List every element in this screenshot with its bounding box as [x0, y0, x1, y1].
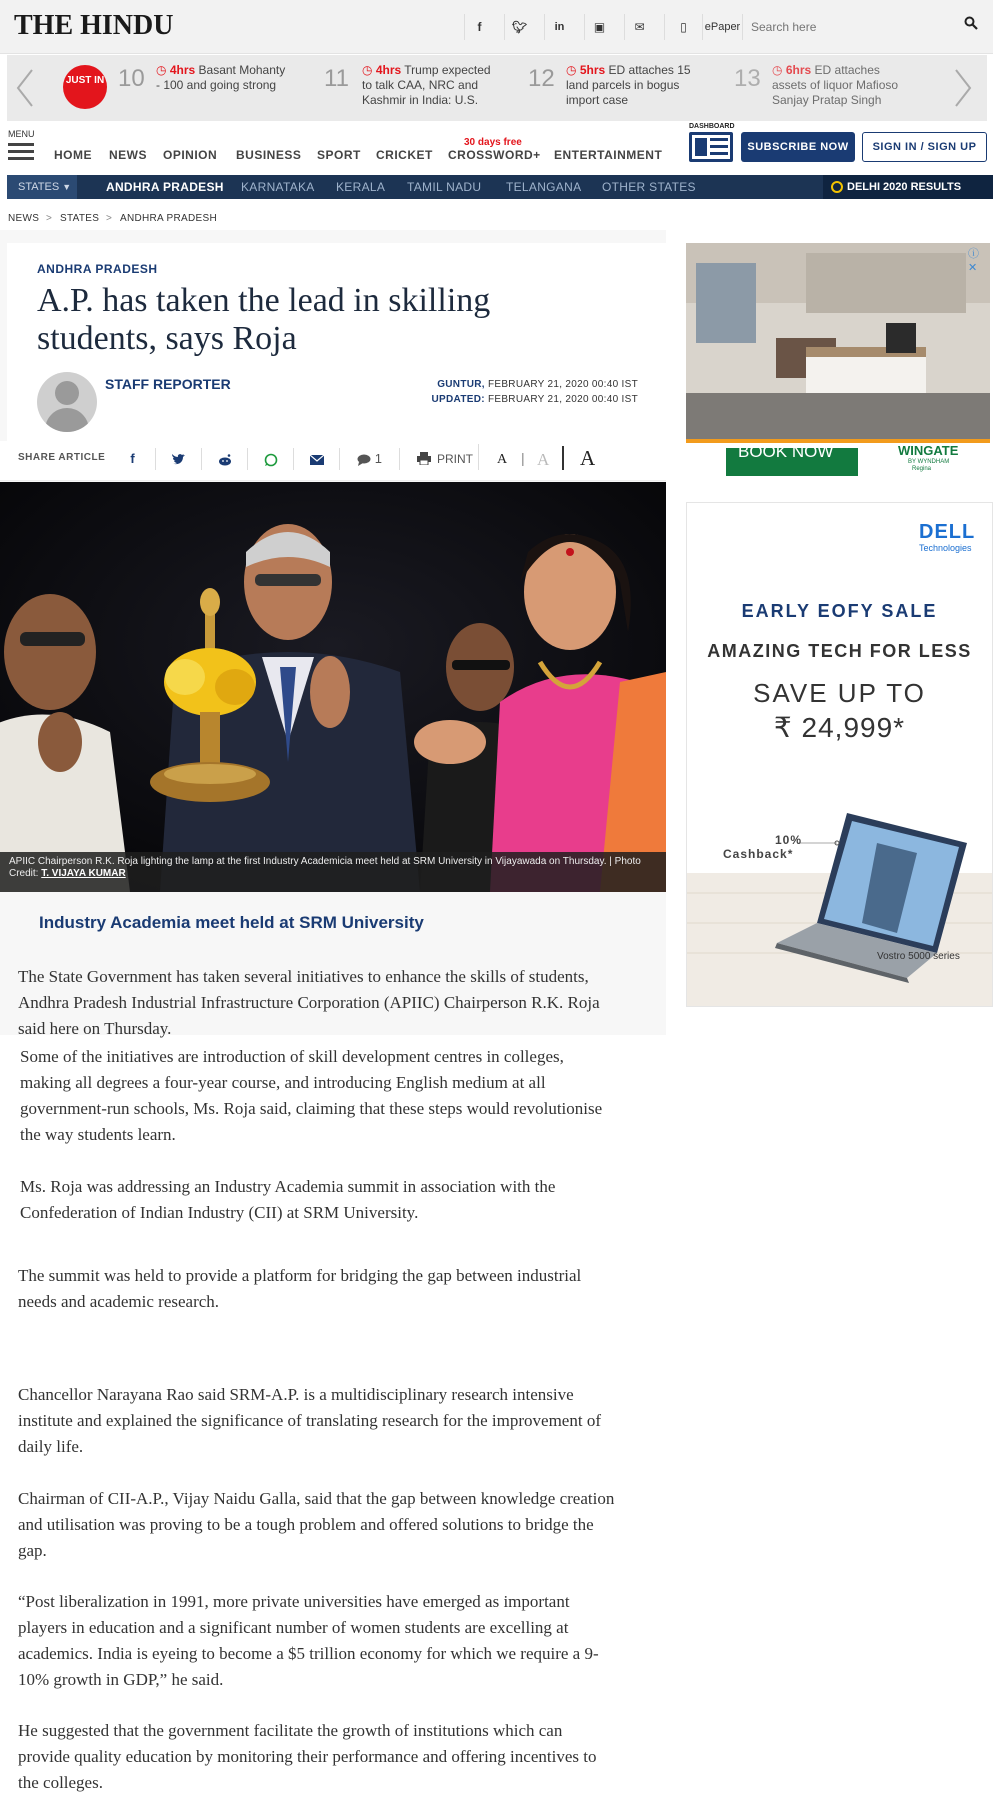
article-paragraph: “Post liberalization in 1991, more private universities have emerged as important players in education and a significant number of women students are excelling at academics. India is eyeing to become a $5 trillion economy for which we require a 9-10% growth in GDP,” he said.	[18, 1592, 599, 1689]
just-in-headline: Trump expected to talk CAA, NRC and Kashmir in India: U.S.	[362, 63, 491, 107]
clock-icon: ◷	[156, 63, 170, 77]
nav-item-sport[interactable]: SPORT	[317, 148, 361, 162]
mail-icon[interactable]: ✉	[624, 14, 654, 40]
just-in-number: 10	[118, 65, 145, 92]
ad-price: ₹ 24,999*	[773, 712, 906, 743]
article-paragraph: The summit was held to provide a platform for bridging the gap between industrial needs and academic research.	[18, 1266, 582, 1311]
nav-item-news[interactable]: NEWS	[109, 148, 147, 162]
comment-icon	[357, 451, 375, 466]
divider	[562, 446, 564, 470]
photo-credit-label: | Photo Credit:	[9, 856, 641, 879]
article-photo	[0, 482, 666, 892]
breadcrumb-states[interactable]: STATES	[60, 213, 100, 224]
article-paragraph: Chairman of CII-A.P., Vijay Naidu Galla, said that the gap between knowledge creation and utilisation was proving to be a tough problem and offered solutions to bridge the gap.	[18, 1489, 615, 1560]
wingate-city: Regina	[912, 466, 932, 472]
clock-icon: ◷	[772, 63, 786, 77]
article-paragraph: Ms. Roja was addressing an Industry Academia summit in association with the Confederation of Indian Industry (CII) at SRM University.	[20, 1177, 556, 1222]
ad-line-2: AMAZING TECH FOR LESS	[707, 641, 972, 661]
states-dropdown-label: STATES	[18, 181, 60, 193]
nav-item-entertainment[interactable]: ENTERTAINMENT	[554, 148, 663, 162]
ad-line-1: EARLY EOFY SALE	[741, 601, 938, 621]
state-telangana[interactable]: TELANGANA	[506, 180, 582, 194]
dashboard-label: DASHBOARD	[689, 123, 735, 130]
menu-label: MENU	[8, 129, 35, 139]
share-reddit-icon[interactable]	[202, 448, 248, 470]
just-in-number: 11	[324, 65, 349, 92]
dateline-place: GUNTUR,	[437, 379, 485, 390]
breadcrumb-separator: >	[106, 213, 112, 224]
dell-logo: DELL	[919, 521, 976, 543]
wingate-logo: WINGATE	[898, 443, 959, 458]
epaper-link[interactable]: ePaper	[702, 14, 742, 40]
mobile-icon[interactable]: ▯	[664, 14, 702, 40]
nav-item-cricket[interactable]: CRICKET	[376, 148, 433, 162]
breadcrumb-andhra-pradesh[interactable]: ANDHRA PRADESH	[120, 213, 217, 224]
just-in-item[interactable]	[118, 61, 288, 111]
logo-text: THE HINDU	[14, 10, 174, 41]
just-in-time: 4hrs	[375, 63, 402, 77]
live-dot-icon	[831, 181, 843, 193]
caption-text: APIIC Chairperson R.K. Roja lighting the lamp at the first Industry Academicia meet held at SRM University in Vijayawada on Thursday.	[9, 856, 607, 867]
clock-icon: ◷	[566, 63, 580, 77]
cashback-percent: 10%	[775, 833, 803, 847]
just-in-time: 6hrs	[785, 63, 812, 77]
font-size-large-button[interactable]: A	[580, 446, 596, 470]
just-in-number: 12	[528, 65, 555, 92]
state-karnataka[interactable]: KARNATAKA	[241, 180, 315, 194]
just-in-headline: ED attaches 15 land parcels in bogus import case	[566, 63, 691, 107]
article-paragraph: The State Government has taken several initiatives to enhance the skills of students, Andhra Pradesh Industrial Infrastructure Corporation (APIIC) Chairperson R.K. Roja said here on Thursday.	[18, 967, 600, 1038]
just-in-item[interactable]	[324, 61, 494, 111]
state-tamil-nadu[interactable]: TAMIL NADU	[407, 180, 482, 194]
ad-line-3: SAVE UP TO	[753, 678, 926, 708]
comment-count: 1	[374, 451, 382, 466]
photo-caption	[9, 856, 659, 880]
share-email-icon[interactable]	[294, 448, 340, 470]
state-kerala[interactable]: KERALA	[336, 180, 386, 194]
section-label[interactable]: ANDHRA PRADESH	[37, 262, 158, 276]
updated-date: FEBRUARY 21, 2020 00:40 IST	[487, 394, 638, 405]
share-label: SHARE ARTICLE	[18, 452, 106, 463]
share-facebook-icon[interactable]: f	[110, 448, 156, 470]
divider: |	[521, 450, 525, 466]
clock-icon: ◷	[362, 63, 376, 77]
nav-item-opinion[interactable]: OPINION	[163, 148, 218, 162]
instagram-icon[interactable]: ▣	[584, 14, 614, 40]
search-icon[interactable]	[964, 16, 978, 33]
adchoices-icon[interactable]: ⓘ ✕	[968, 248, 979, 274]
article-paragraph: Some of the initiatives are introduction of skill development centres in colleges, making all degrees a four-year course, and introducing English medium at all government-run schools, Ms. Roja said, claiming that these steps would revolutionise the way students learn.	[20, 1047, 603, 1144]
just-in-time: 4hrs	[169, 63, 196, 77]
print-icon[interactable]	[417, 452, 431, 470]
headline: A.P. has taken the lead in skilling students, says Roja	[37, 282, 491, 357]
dell-model: Vostro 5000 series	[877, 951, 960, 962]
dashboard-icon[interactable]	[689, 132, 733, 162]
share-whatsapp-icon[interactable]	[248, 448, 294, 470]
comments-button[interactable]	[340, 448, 400, 470]
subscribe-button[interactable]: SUBSCRIBE NOW	[741, 132, 855, 162]
hamburger-menu-icon[interactable]	[8, 143, 34, 161]
crossword-promo: 30 days free	[464, 137, 522, 148]
article-paragraph: Chancellor Narayana Rao said SRM-A.P. is a multidisciplinary research intensive institute and explained the significance of translating research for the improvement of daily life.	[18, 1385, 601, 1456]
reporter-avatar	[37, 372, 97, 432]
share-twitter-icon[interactable]	[156, 448, 202, 470]
nav-item-crossword[interactable]: CROSSWORD+	[448, 148, 541, 162]
breadcrumb-news[interactable]: NEWS	[8, 213, 40, 224]
publish-date: FEBRUARY 21, 2020 00:40 IST	[487, 379, 638, 390]
state-other-states[interactable]: OTHER STATES	[602, 180, 696, 194]
updated-label: UPDATED:	[431, 394, 485, 405]
hotel-ad[interactable]	[686, 243, 990, 481]
chevron-right-icon[interactable]	[952, 68, 974, 117]
state-andhra-pradesh[interactable]: ANDHRA PRADESH	[106, 180, 224, 194]
search-input[interactable]	[742, 14, 982, 40]
just-in-time: 5hrs	[579, 63, 606, 77]
facebook-icon[interactable]: f	[464, 14, 494, 40]
chevron-left-icon[interactable]	[14, 68, 36, 117]
reporter-name[interactable]: STAFF REPORTER	[105, 376, 231, 392]
font-size-small-button[interactable]: A	[497, 452, 508, 467]
breadcrumb-separator: >	[46, 213, 52, 224]
linkedin-icon[interactable]: in	[544, 14, 574, 40]
dateline	[380, 377, 638, 407]
states-dropdown[interactable]	[7, 175, 77, 199]
wingate-subtext: BY WYNDHAM	[908, 459, 950, 465]
just-in-item[interactable]	[528, 61, 698, 111]
just-in-number: 13	[734, 65, 761, 92]
caret-down-icon: ▼	[62, 182, 72, 192]
book-now-button[interactable]: BOOK NOW	[738, 442, 834, 461]
font-size-medium-button[interactable]: A	[537, 450, 550, 469]
cashback-label: Cashback*	[723, 847, 794, 861]
just-in-headline: Basant Mohanty - 100 and going strong	[156, 63, 286, 92]
dell-ad[interactable]	[686, 502, 993, 1007]
nav-item-home[interactable]: HOME	[54, 148, 92, 162]
twitter-icon[interactable]: 🐦︎	[504, 14, 534, 40]
just-in-item[interactable]	[734, 61, 904, 111]
just-in-badge: JUST IN	[63, 65, 107, 109]
article-subhead: Industry Academia meet held at SRM University	[39, 913, 424, 932]
just-in-headline: ED attaches assets of liquor Mafioso Sanjay Pratap Singh	[772, 63, 899, 107]
nav-item-business[interactable]: BUSINESS	[236, 148, 302, 162]
print-button[interactable]: PRINT	[437, 452, 473, 466]
photo-credit[interactable]: T. VIJAYA KUMAR	[41, 868, 126, 879]
dell-technologies: Technologies	[919, 543, 972, 553]
sign-in-button[interactable]: SIGN IN / SIGN UP	[862, 132, 987, 162]
article-paragraph: He suggested that the government facilitate the growth of institutions which can provide quality education by monitoring their performance and offering incentives to the colleges.	[18, 1721, 597, 1792]
delhi-results-ticker[interactable]: DELHI 2020 RESULTS	[823, 175, 993, 199]
divider	[478, 444, 479, 470]
site-logo[interactable]	[14, 10, 173, 42]
